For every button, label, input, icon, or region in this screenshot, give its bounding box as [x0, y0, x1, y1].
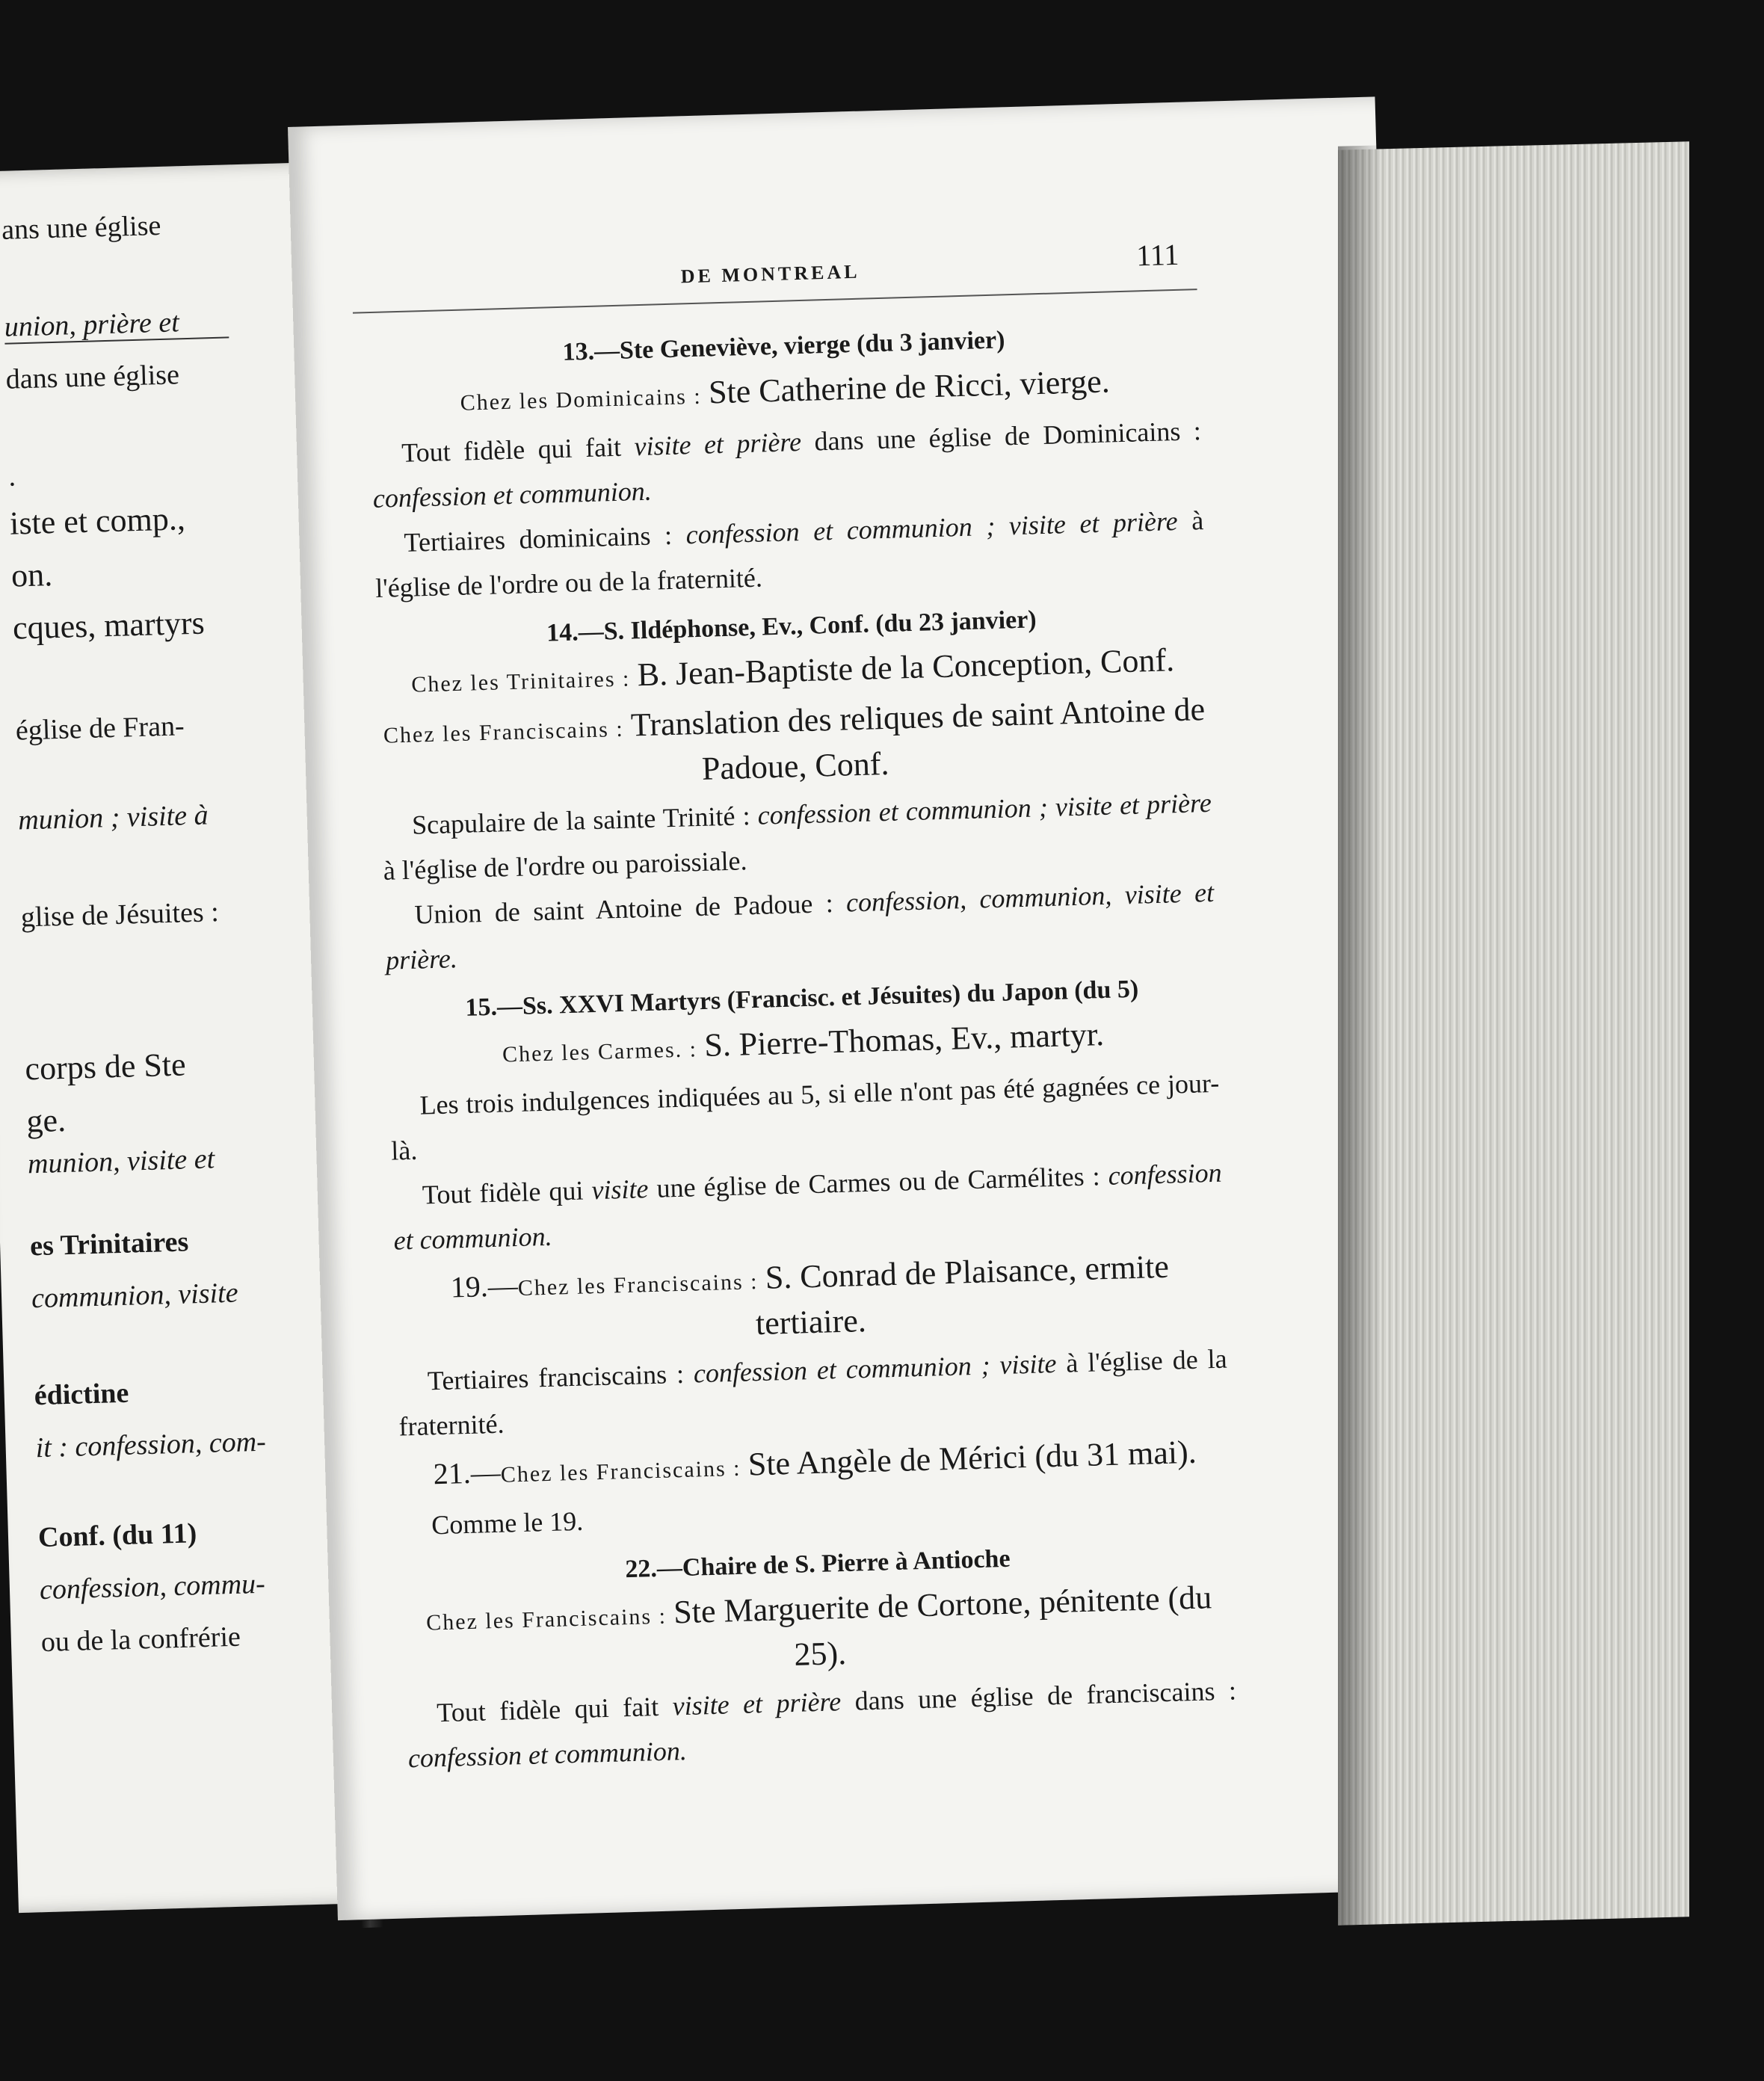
left-page-line: ge. — [25, 1101, 67, 1140]
italic-text: confession et communion. — [407, 1735, 688, 1774]
italic-text: confession et communion ; visite et prière — [757, 787, 1212, 830]
left-page-text — [0, 162, 329, 1659]
left-page-line: édictine — [34, 1377, 129, 1412]
text-run: à l'église de la fraternité. — [398, 1343, 1228, 1442]
text-run: à l'église de l'ordre ou de la fraternité. — [374, 505, 1204, 603]
order-entry — [379, 688, 1211, 799]
left-page-line: on. — [10, 556, 53, 594]
left-page-line: corps de Ste — [24, 1046, 187, 1088]
left-page-line: dans une église — [5, 359, 180, 395]
feast-heading: 15.—Ss. XXVI Martyrs (Francisc. et Jésuites) du Japon (du 5) — [464, 975, 1139, 1022]
left-page-line: ans une église — [1, 209, 161, 246]
left-page-line: confession, commu- — [39, 1567, 266, 1606]
italic-text: visite — [590, 1174, 650, 1206]
text-run: une église de Carmes ou de Carmélites : — [647, 1160, 1109, 1204]
left-page-line: communion, visite — [31, 1277, 239, 1315]
feast-heading: 14.—S. Ildéphonse, Ev., Conf. (du 23 janvier) — [546, 605, 1037, 647]
saint-name: Ste Marguerite de Cortone, pénitente (du 25). — [673, 1579, 1212, 1673]
text-run: Les trois indulgences indiquées au 5, si elle n'ont pas été gagnées ce jour-là. — [390, 1067, 1220, 1166]
page-number: 111 — [1135, 237, 1179, 273]
text-run: à l'église de l'ordre ou paroissiale. — [383, 845, 748, 886]
left-page-line: glise de Jésuites : — [20, 896, 220, 934]
left-page-line: . — [7, 460, 16, 493]
text-run: Tertiaires franciscains : — [427, 1358, 694, 1396]
text-run: Tertiaires dominicains : — [404, 520, 687, 558]
text-run: Comme le 19. — [431, 1505, 584, 1541]
saint-name: S. Conrad de Plaisance, ermite tertiaire. — [755, 1248, 1170, 1342]
left-page-line: munion, visite et — [27, 1143, 215, 1180]
order-entry — [404, 1576, 1236, 1686]
header-rule — [353, 289, 1197, 314]
italic-text: confession et communion. — [393, 1157, 1223, 1256]
order-label: Chez les Carmes. : — [502, 1036, 705, 1067]
left-page-line: it : confession, com- — [35, 1425, 267, 1464]
left-page-line: es Trinitaires — [29, 1226, 189, 1263]
page-body — [368, 307, 1239, 1781]
indulgence-paragraph — [406, 1668, 1238, 1781]
left-page-line: église de Fran- — [15, 710, 185, 747]
saint-name: Ste Catherine de Ricci, vierge. — [708, 363, 1111, 411]
saint-name: Ste Angèle de Mérici (du 31 mai). — [747, 1433, 1197, 1483]
italic-text: confession et communion. — [372, 475, 653, 514]
left-page-line: union, prière et — [4, 306, 180, 343]
order-label: Chez les Franciscains : — [517, 1268, 766, 1301]
order-label: Chez les Franciscains : — [500, 1455, 749, 1487]
left-page-line: ou de la confrérie — [40, 1621, 241, 1659]
italic-text: confession et communion ; visite et prière — [685, 505, 1179, 550]
feast-heading: 13.—Ste Geneviève, vierge (du 3 janvier) — [562, 326, 1005, 366]
text-run: Scapulaire de la sainte Trinité : — [411, 800, 759, 840]
left-page-line: munion ; visite à — [17, 799, 209, 836]
text-run: dans une église de franciscains : — [840, 1675, 1237, 1717]
text-run: Tout fidèle qui fait — [436, 1691, 673, 1728]
text-run: Union de saint Antoine de Padoue : — [413, 887, 847, 930]
text-run: dans une église de Dominicains : — [801, 416, 1202, 457]
italic-text: confession et communion ; visite — [693, 1348, 1057, 1389]
left-page-line: Conf. (du 11) — [37, 1517, 197, 1554]
order-entry — [395, 1245, 1227, 1355]
day-number: 19.— — [450, 1268, 519, 1304]
order-label: Chez les Trinitaires : — [410, 666, 638, 697]
saint-name: S. Pierre-Thomas, Ev., martyr. — [703, 1015, 1105, 1064]
right-page — [288, 96, 1425, 1920]
left-page-line: cques, martyrs — [12, 604, 206, 647]
saint-name: B. Jean-Baptiste de la Conception, Conf. — [637, 641, 1175, 694]
indulgence-paragraph — [397, 1337, 1229, 1449]
text-run: Tout fidèle qui fait — [401, 431, 635, 468]
order-label: Chez les Franciscains : — [425, 1603, 674, 1635]
text-run: Tout fidèle qui — [422, 1175, 593, 1210]
italic-text: visite et prière — [672, 1686, 842, 1721]
day-number: 21.— — [433, 1455, 502, 1491]
feast-heading: 22.—Chaire de S. Pierre à Antioche — [624, 1544, 1011, 1584]
italic-text: visite et prière — [633, 426, 802, 462]
left-page-line: iste et comp., — [9, 500, 186, 542]
page-edge-shadow — [1338, 145, 1383, 1925]
saint-name: Translation des reliques de saint Antoine de Padoue, Conf. — [630, 691, 1206, 787]
order-label: Chez les Franciscains : — [383, 716, 632, 748]
italic-text: confession, communion, visite et prière. — [385, 877, 1215, 975]
page-block-edge — [1338, 141, 1689, 1925]
running-head: DE MONTREAL — [680, 260, 860, 288]
order-label: Chez les Dominicains : — [460, 383, 709, 416]
